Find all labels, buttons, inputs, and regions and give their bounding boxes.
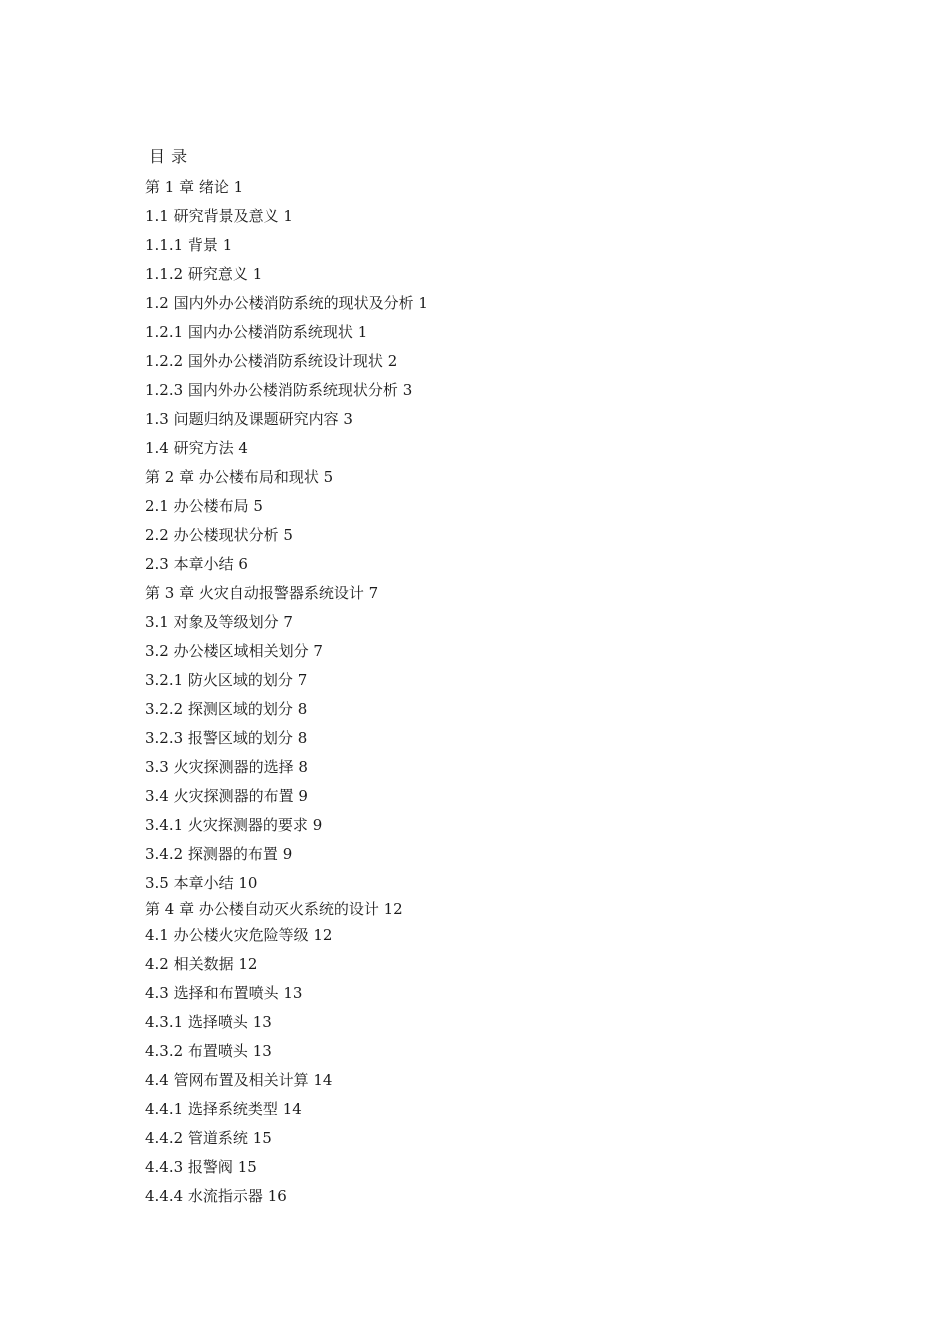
toc-entry-1-2-3: 1.2.3 国内外办公楼消防系统现状分析 3 (145, 381, 413, 399)
toc-entry-2-1: 2.1 办公楼布局 5 (145, 497, 263, 515)
toc-entry-1-2: 1.2 国内外办公楼消防系统的现状及分析 1 (145, 294, 428, 312)
toc-entry-4-3-2: 4.3.2 布置喷头 13 (145, 1042, 272, 1060)
toc-entry-4-4: 4.4 管网布置及相关计算 14 (145, 1071, 333, 1089)
toc-entry-4-3: 4.3 选择和布置喷头 13 (145, 984, 303, 1002)
toc-entry-4-3-1: 4.3.1 选择喷头 13 (145, 1013, 272, 1031)
toc-entry-ch2: 第 2 章 办公楼布局和现状 5 (145, 468, 334, 486)
toc-entry-1-2-2: 1.2.2 国外办公楼消防系统设计现状 2 (145, 352, 398, 370)
toc-entry-3-3: 3.3 火灾探测器的选择 8 (145, 758, 308, 776)
toc-entry-4-4-1: 4.4.1 选择系统类型 14 (145, 1100, 302, 1118)
toc-entry-1-1-1: 1.1.1 背景 1 (145, 236, 233, 254)
toc-entry-1-2-1: 1.2.1 国内办公楼消防系统现状 1 (145, 323, 368, 341)
toc-entry-3-1: 3.1 对象及等级划分 7 (145, 613, 293, 631)
toc-entry-3-4-1: 3.4.1 火灾探测器的要求 9 (145, 816, 323, 834)
toc-entry-3-4: 3.4 火灾探测器的布置 9 (145, 787, 308, 805)
toc-entry-ch3: 第 3 章 火灾自动报警器系统设计 7 (145, 584, 379, 602)
toc-entry-4-4-4: 4.4.4 水流指示器 16 (145, 1187, 287, 1205)
toc-entry-ch1: 第 1 章 绪论 1 (145, 178, 244, 196)
toc-entry-4-1: 4.1 办公楼火灾危险等级 12 (145, 926, 333, 944)
toc-entry-1-4: 1.4 研究方法 4 (145, 439, 248, 457)
toc-entry-4-2: 4.2 相关数据 12 (145, 955, 258, 973)
toc-entry-3-2-3: 3.2.3 报警区域的划分 8 (145, 729, 308, 747)
toc-entry-3-2-1: 3.2.1 防火区域的划分 7 (145, 671, 308, 689)
toc-entry-1-1: 1.1 研究背景及意义 1 (145, 207, 293, 225)
toc-entry-3-2: 3.2 办公楼区域相关划分 7 (145, 642, 323, 660)
toc-entry-ch4: 第 4 章 办公楼自动灭火系统的设计 12 (145, 900, 403, 918)
toc-entry-2-2: 2.2 办公楼现状分析 5 (145, 526, 293, 544)
toc-entry-4-4-3: 4.4.3 报警阀 15 (145, 1158, 257, 1176)
toc-title: 目 录 (149, 147, 188, 166)
toc-entry-3-4-2: 3.4.2 探测器的布置 9 (145, 845, 293, 863)
toc-list (145, 176, 428, 1214)
toc-entry-3-5: 3.5 本章小结 10 (145, 874, 258, 892)
toc-entry-3-2-2: 3.2.2 探测区域的划分 8 (145, 700, 308, 718)
toc-entry-1-3: 1.3 问题归纳及课题研究内容 3 (145, 410, 353, 428)
toc-entry-4-4-2: 4.4.2 管道系统 15 (145, 1129, 272, 1147)
toc-entry-2-3: 2.3 本章小结 6 (145, 555, 248, 573)
toc-entry-1-1-2: 1.1.2 研究意义 1 (145, 265, 263, 283)
